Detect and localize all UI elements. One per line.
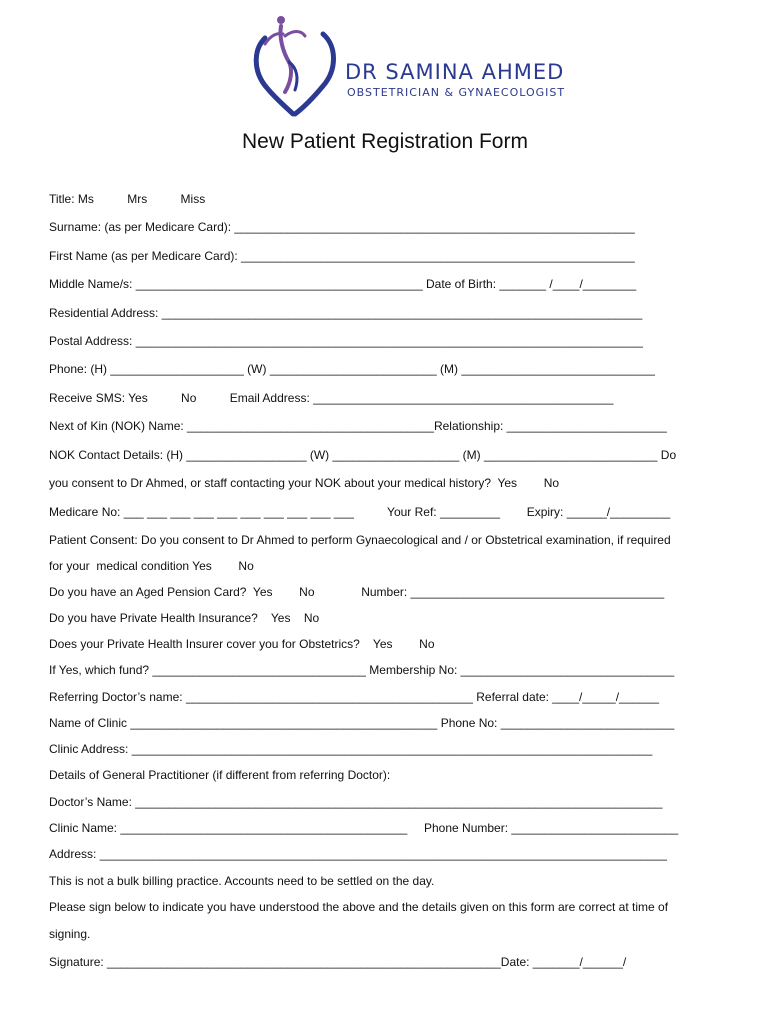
form-line[interactable]: Clinic Name: ___________________________________________ Phone Number: _________________________ — [49, 821, 679, 835]
form-line[interactable]: First Name (as per Medicare Card): ___________________________________________________________ — [49, 249, 635, 263]
form-line[interactable]: Do you have Private Health Insurance? Yes No — [49, 611, 320, 625]
form-line[interactable]: NOK Contact Details: (H) __________________ (W) ___________________ (M) __________________________ Do — [49, 448, 677, 462]
form-line[interactable]: Clinic Address: ______________________________________________________________________________ — [49, 742, 653, 756]
form-title: New Patient Registration Form — [242, 130, 528, 153]
form-line[interactable]: Phone: (H) ____________________ (W) _________________________ (M) _____________________________ — [49, 362, 655, 376]
form-line[interactable]: you consent to Dr Ahmed, or staff contacting your NOK about your medical history? Yes No — [49, 476, 560, 490]
form-line[interactable]: Residential Address: ________________________________________________________________________ — [49, 306, 643, 320]
form-line[interactable]: Title: Ms Mrs Miss — [49, 192, 206, 206]
form-line[interactable]: Middle Name/s: ___________________________________________ Date of Birth: _______ /____/________ — [49, 277, 637, 291]
form-line[interactable]: Surname: (as per Medicare Card): ____________________________________________________________ — [49, 220, 635, 234]
form-line[interactable]: for your medical condition Yes No — [49, 559, 254, 573]
form-line[interactable]: Please sign below to indicate you have understood the above and the details given on this form are correct at time of — [49, 900, 669, 914]
form-line[interactable]: Doctor’s Name: _______________________________________________________________________________ — [49, 795, 663, 809]
form-line[interactable]: Medicare No: ___ ___ ___ ___ ___ ___ ___ ___ ___ ___ Your Ref: _________ Expiry: ______/_________ — [49, 505, 671, 519]
form-line[interactable]: Patient Consent: Do you consent to Dr Ahmed to perform Gynaecological and / or Obstetrical examination, if required — [49, 533, 671, 547]
form-line[interactable]: Receive SMS: Yes No Email Address: _____________________________________________ — [49, 391, 614, 405]
form-line[interactable]: Name of Clinic ______________________________________________ Phone No: __________________________ — [49, 716, 675, 730]
form-line[interactable]: signing. — [49, 927, 91, 941]
form-line[interactable]: Signature: ___________________________________________________________Date: _______/______/ — [49, 955, 627, 969]
form-line[interactable]: Do you have an Aged Pension Card? Yes No Number: ______________________________________ — [49, 585, 665, 599]
brand-subtitle: OBSTETRICIAN & GYNAECOLOGIST — [347, 86, 566, 99]
form-line[interactable]: This is not a bulk billing practice. Accounts need to be settled on the day. — [49, 874, 435, 888]
form-line[interactable]: Does your Private Health Insurer cover you for Obstetrics? Yes No — [49, 637, 435, 651]
form-line[interactable]: Referring Doctor’s name: ___________________________________________ Referral date: ____/_____/______ — [49, 690, 660, 704]
form-line[interactable]: Details of General Practitioner (if different from referring Doctor): — [49, 768, 391, 782]
form-line[interactable]: If Yes, which fund? ________________________________ Membership No: ________________________________ — [49, 663, 675, 677]
form-line[interactable]: Address: _____________________________________________________________________________________ — [49, 847, 667, 861]
heart-figure-logo-icon — [245, 10, 345, 120]
form-line[interactable]: Next of Kin (NOK) Name: _____________________________________Relationship: ________________________ — [49, 419, 667, 433]
form-line[interactable]: Postal Address: ____________________________________________________________________________ — [49, 334, 643, 348]
brand-name: DR SAMINA AHMED — [345, 60, 565, 84]
